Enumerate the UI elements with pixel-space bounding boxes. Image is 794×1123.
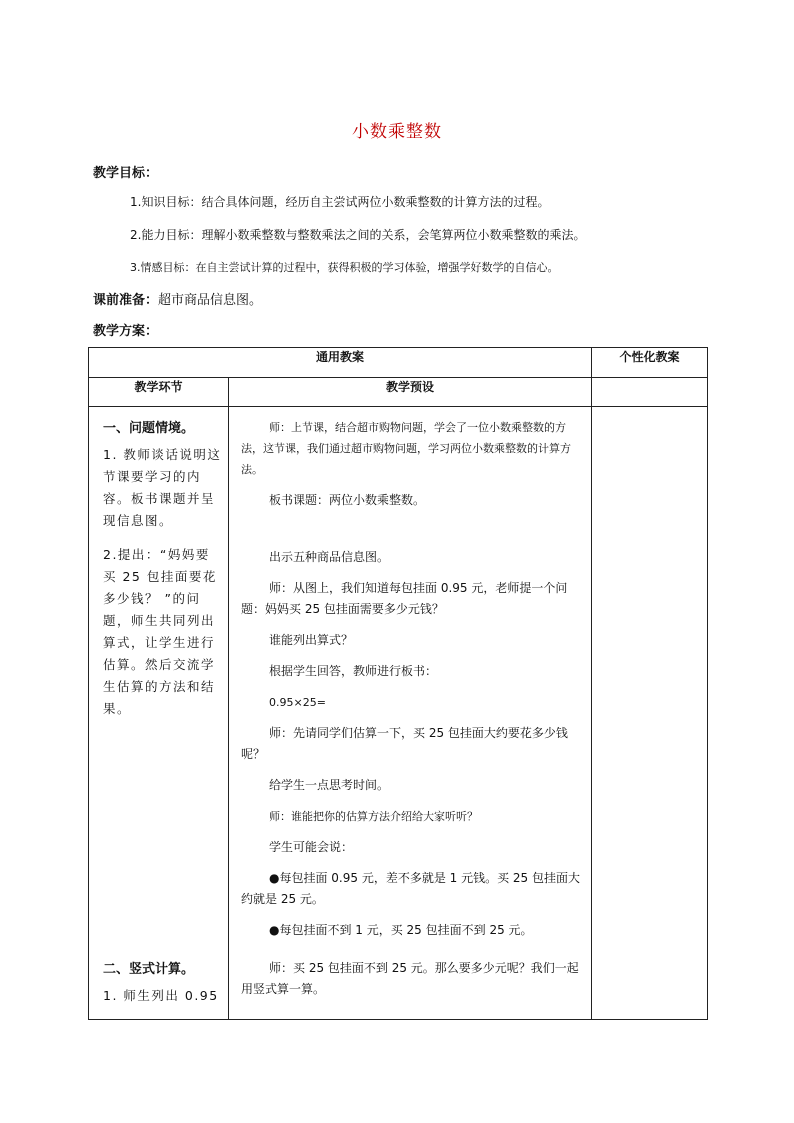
objective-emotion: 3.情感目标：在自主尝试计算的过程中，获得积极的学习体验，增强学好数学的自信心。 [130, 261, 559, 274]
preparation-line [93, 289, 262, 308]
lesson-plan-table [88, 347, 708, 1020]
step-1-text: 1. 教师谈话说明这节课要学习的内容。板书课题并呈现信息图。 [103, 447, 222, 528]
preset-show-chart: 出示五种商品信息图。 [269, 550, 390, 564]
preset-board-writing: 根据学生回答，教师进行板书： [269, 664, 438, 678]
preset-cell [229, 407, 592, 1020]
preset-question: 师：从图上，我们知道每包挂面 0.95 元，老师提一个问题：妈妈买 25 包挂面需要多少元钱？ [241, 581, 568, 616]
objectives-heading: 教学目标： [93, 166, 159, 181]
objective-ability: 2.能力目标：理解小数乘整数与整数乘法之间的关系，会笔算两位小数乘整数的乘法。 [130, 228, 586, 242]
section-problem-situation: 一、问题情境。 [103, 421, 195, 436]
preset-answer-1: ●每包挂面 0.95 元，差不多就是 1 元钱。买 25 包挂面大约就是 25 元。 [241, 871, 580, 906]
header-personal-plan: 个性化教案 [592, 348, 708, 378]
preset-vertical-calc: 师：买 25 包挂面不到 25 元。那么要多少元呢？我们一起用竖式算一算。 [241, 961, 579, 996]
objective-knowledge: 1.知识目标：结合具体问题，经历自主尝试两位小数乘整数的计算方法的过程。 [130, 195, 550, 209]
preset-estimate: 师：先请同学们估算一下，买 25 包挂面大约要花多少钱呢？ [241, 726, 568, 761]
header-personal-blank [592, 378, 708, 407]
header-teaching-preset: 教学预设 [229, 378, 592, 407]
step-2-text: 2.提出：“妈妈要买 25 包挂面要花多少钱？ ”的问题，师生共同列出算式，让学生进行估算。然后交流学生估算的方法和结果。 [103, 547, 217, 716]
header-general-plan: 通用教案 [89, 348, 592, 378]
preset-who-can: 谁能列出算式？ [269, 633, 354, 647]
preset-vertical-block [241, 958, 581, 1010]
plan-heading: 教学方案： [93, 324, 159, 339]
preset-intro: 师：上节课，结合超市购物问题，学会了一位小数乘整数的方法，这节课，我们通过超市购物问题，学习两位小数乘整数的计算方法。 [241, 421, 571, 476]
section-vertical-calc-block [103, 958, 222, 1007]
preparation-label: 课前准备： [93, 293, 159, 308]
section-vertical-calc: 二、竖式计算。 [103, 962, 195, 977]
step-2-1-text: 1. 师生列出 0.95 [103, 988, 219, 1003]
header-teaching-steps: 教学环节 [89, 378, 229, 407]
preset-think-time: 给学生一点思考时间。 [269, 778, 390, 792]
preset-students-say: 学生可能会说： [269, 840, 354, 854]
preparation-value: 超市商品信息图。 [158, 293, 263, 308]
preset-expression: 0.95×25= [269, 696, 326, 709]
personal-plan-cell [592, 407, 708, 1020]
steps-cell [89, 407, 229, 1020]
preset-share-method: 师：谁能把你的估算方法介绍给大家听听？ [269, 810, 478, 823]
document-title: 小数乘整数 [352, 122, 442, 142]
preset-answer-2: ●每包挂面不到 1 元，买 25 包挂面不到 25 元。 [269, 923, 533, 937]
preset-board-title: 板书课题：两位小数乘整数。 [269, 493, 426, 507]
